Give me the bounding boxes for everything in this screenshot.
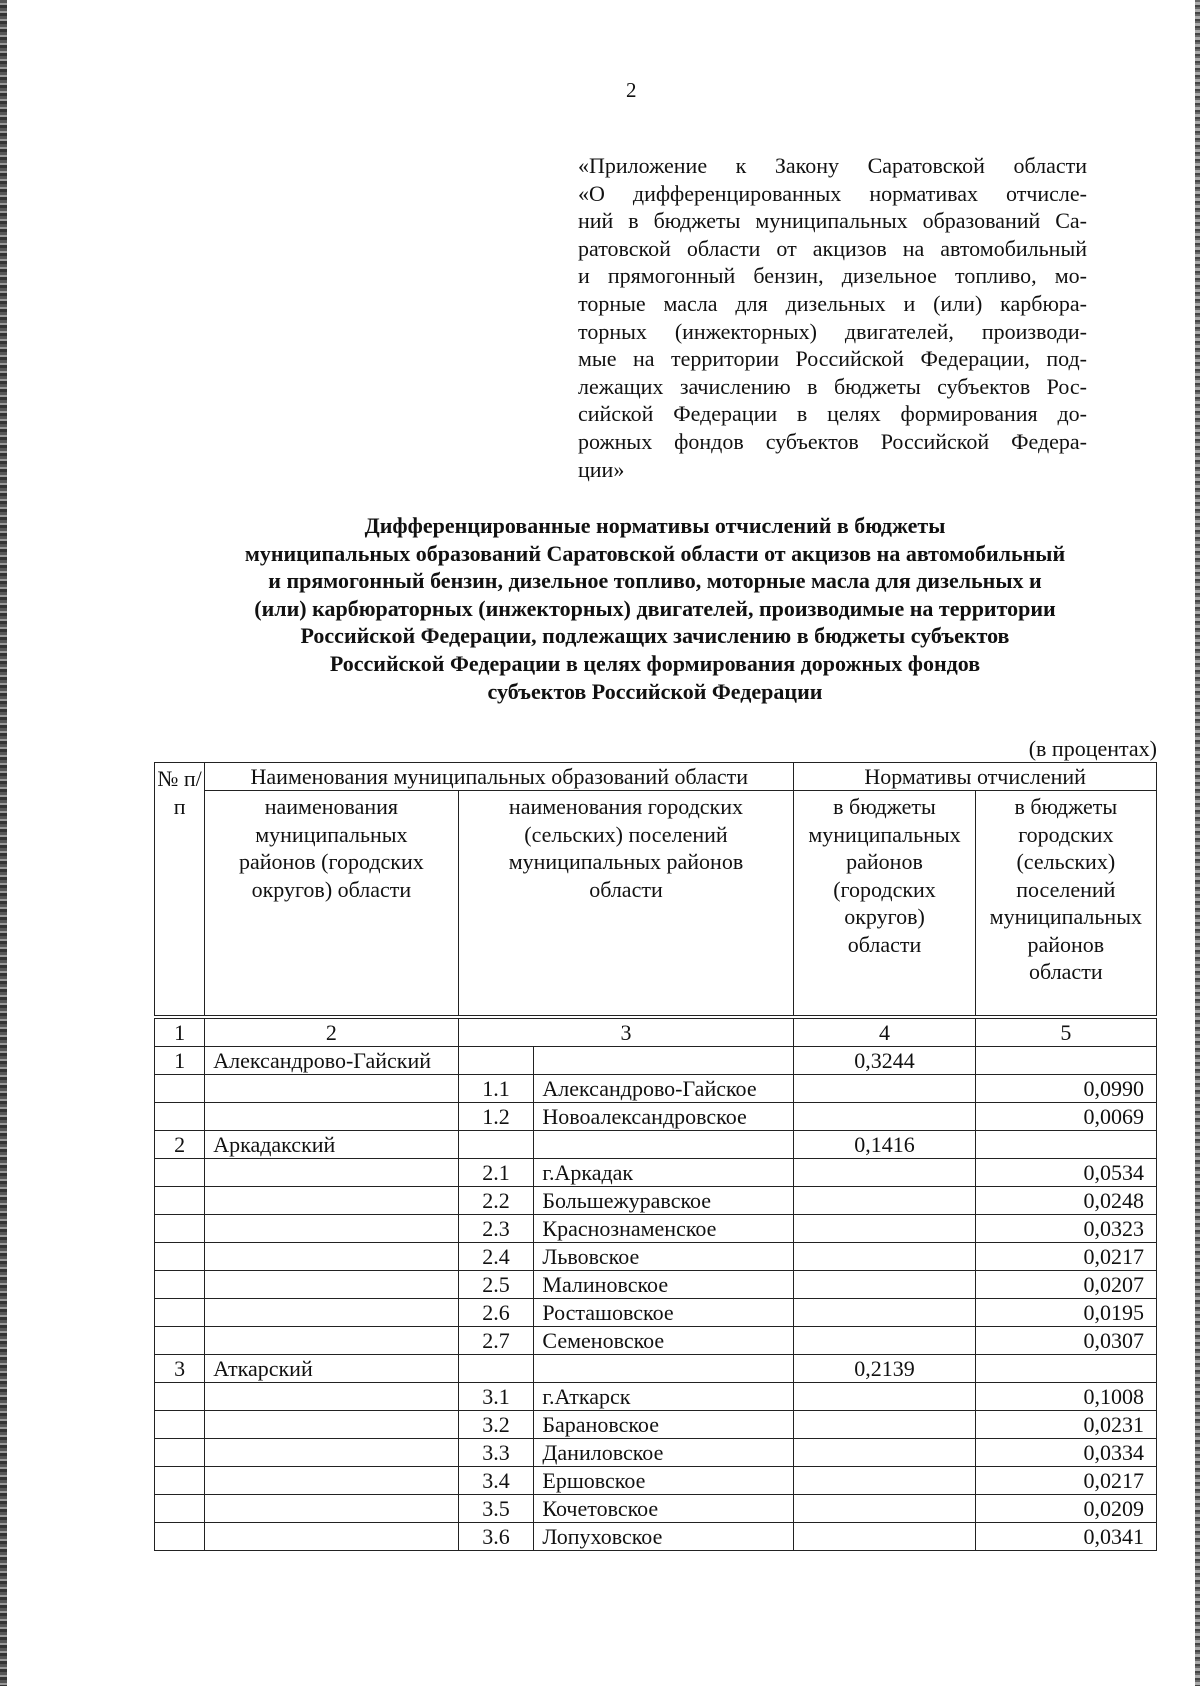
appendix-line: сийской Федерации в целях формирования до- — [578, 401, 1087, 427]
district-norm — [794, 1439, 975, 1467]
appendix-line: «О дифференцированных нормативах отчисле- — [578, 180, 1087, 206]
settlement-norm: 0,0207 — [975, 1271, 1156, 1299]
row-number — [155, 1159, 205, 1187]
district-norm: 0,1416 — [794, 1131, 975, 1159]
district-norm — [794, 1467, 975, 1495]
district-norm — [794, 1243, 975, 1271]
table-row — [155, 1103, 1157, 1131]
district-norm — [794, 1271, 975, 1299]
title-line: субъектов Российской Федерации — [487, 678, 823, 704]
row-number — [155, 1299, 205, 1327]
table-row — [155, 1299, 1157, 1327]
district-norm — [794, 1159, 975, 1187]
row-number — [155, 1075, 205, 1103]
settlement-code: 3.6 — [458, 1523, 534, 1551]
header-row-1 — [155, 763, 1157, 791]
appendix-line: лежащих зачислению в бюджеты субъектов Рос- — [578, 373, 1087, 399]
table-row — [155, 1187, 1157, 1215]
table-row — [155, 1355, 1157, 1383]
settlement-name — [534, 1047, 794, 1075]
settlement-norm: 0,0217 — [975, 1243, 1156, 1271]
row-number — [155, 1523, 205, 1551]
district-name — [205, 1243, 458, 1271]
settlement-norm: 0,0341 — [975, 1523, 1156, 1551]
district-norm: 0,2139 — [794, 1355, 975, 1383]
settlement-code: 3.1 — [458, 1383, 534, 1411]
settlement-name — [534, 1131, 794, 1159]
settlement-code: 2.2 — [458, 1187, 534, 1215]
settlement-name: Малиновское — [534, 1271, 794, 1299]
page-number: 2 — [626, 78, 637, 102]
settlement-code: 3.2 — [458, 1411, 534, 1439]
settlement-name: Лопуховское — [534, 1523, 794, 1551]
district-name — [205, 1271, 458, 1299]
appendix-reference — [578, 152, 1087, 483]
document-title — [150, 512, 1160, 705]
settlement-code: 3.5 — [458, 1495, 534, 1523]
row-number: 2 — [155, 1131, 205, 1159]
district-name — [205, 1523, 458, 1551]
district-name: Аткарский — [205, 1355, 458, 1383]
settlement-code: 3.4 — [458, 1467, 534, 1495]
settlement-code: 1.2 — [458, 1103, 534, 1131]
district-name — [205, 1215, 458, 1243]
district-norm — [794, 1187, 975, 1215]
settlement-code — [458, 1355, 534, 1383]
row-number — [155, 1271, 205, 1299]
district-name — [205, 1439, 458, 1467]
appendix-line: мые на территории Российской Федерации, под- — [578, 346, 1087, 372]
settlement-name — [534, 1355, 794, 1383]
table-row — [155, 1243, 1157, 1271]
row-number — [155, 1467, 205, 1495]
scan-edge-right — [1195, 0, 1200, 1686]
district-name: Александрово-Гайский — [205, 1047, 458, 1075]
settlement-name: Ершовское — [534, 1467, 794, 1495]
unit-label: (в процентах) — [1028, 736, 1157, 761]
settlement-name: Александрово-Гайское — [534, 1075, 794, 1103]
district-norm — [794, 1075, 975, 1103]
column-numbers-row — [155, 1017, 1157, 1047]
table-row — [155, 1159, 1157, 1187]
settlement-name: Росташовское — [534, 1299, 794, 1327]
table-row — [155, 1523, 1157, 1551]
settlement-name: Новоалександровское — [534, 1103, 794, 1131]
settlement-name: Семеновское — [534, 1327, 794, 1355]
settlement-norm: 0,0334 — [975, 1439, 1156, 1467]
row-number — [155, 1187, 205, 1215]
table-row — [155, 1047, 1157, 1075]
district-norm — [794, 1523, 975, 1551]
row-number — [155, 1103, 205, 1131]
settlement-norm: 0,0217 — [975, 1467, 1156, 1495]
title-line: и прямогонный бензин, дизельное топливо, моторные масла для дизельных и — [268, 568, 1042, 594]
settlement-norm: 0,0069 — [975, 1103, 1156, 1131]
appendix-line: ции» — [578, 456, 625, 482]
district-norm — [794, 1103, 975, 1131]
table-row — [155, 1327, 1157, 1355]
header-row-2 — [155, 791, 1157, 1018]
settlement-name: Барановское — [534, 1411, 794, 1439]
table-row — [155, 1271, 1157, 1299]
scan-edge-left — [0, 0, 7, 1686]
appendix-line: ратовской области от акцизов на автомобильный — [578, 235, 1087, 261]
district-name — [205, 1299, 458, 1327]
settlement-norm — [975, 1131, 1156, 1159]
settlement-name: Даниловское — [534, 1439, 794, 1467]
col-number: 5 — [975, 1017, 1156, 1047]
settlement-name: Краснознаменское — [534, 1215, 794, 1243]
title-line: муниципальных образований Саратовской области от акцизов на автомобильный — [244, 540, 1066, 566]
settlement-name: г.Аткарск — [534, 1383, 794, 1411]
header-budget-districts: в бюджеты муниципальных районов (городских округов) области — [794, 791, 975, 1018]
row-number — [155, 1327, 205, 1355]
table-row — [155, 1215, 1157, 1243]
settlement-norm: 0,0307 — [975, 1327, 1156, 1355]
settlement-name: г.Аркадак — [534, 1159, 794, 1187]
table-row — [155, 1075, 1157, 1103]
table-row — [155, 1467, 1157, 1495]
title-line: Российской Федерации в целях формирования дорожных фондов — [329, 650, 981, 676]
settlement-norm — [975, 1047, 1156, 1075]
settlement-norm: 0,0990 — [975, 1075, 1156, 1103]
col-number: 1 — [155, 1017, 205, 1047]
appendix-line: торных (инжекторных) двигателей, производи- — [578, 318, 1087, 344]
settlement-norm — [975, 1355, 1156, 1383]
header-budget-settlements: в бюджеты городских (сельских) поселений муниципальных районов области — [975, 791, 1156, 1018]
district-name — [205, 1075, 458, 1103]
district-name — [205, 1187, 458, 1215]
district-name — [205, 1103, 458, 1131]
header-norms: Нормативы отчислений — [794, 763, 1157, 791]
district-norm — [794, 1383, 975, 1411]
appendix-line: рожных фондов субъектов Российской Федера- — [578, 428, 1087, 454]
row-number — [155, 1383, 205, 1411]
district-norm — [794, 1495, 975, 1523]
settlement-norm: 0,0323 — [975, 1215, 1156, 1243]
table-row — [155, 1383, 1157, 1411]
district-norm: 0,3244 — [794, 1047, 975, 1075]
settlement-name: Львовское — [534, 1243, 794, 1271]
col-number: 4 — [794, 1017, 975, 1047]
header-num: № п/п — [155, 763, 205, 1018]
district-norm — [794, 1327, 975, 1355]
settlement-norm: 0,0231 — [975, 1411, 1156, 1439]
title-line: Российской Федерации, подлежащих зачислению в бюджеты субъектов — [300, 623, 1010, 649]
settlement-norm: 0,0248 — [975, 1187, 1156, 1215]
district-norm — [794, 1299, 975, 1327]
col-number: 3 — [458, 1017, 794, 1047]
district-name — [205, 1383, 458, 1411]
title-line: Дифференцированные нормативы отчислений в бюджеты — [364, 513, 946, 538]
row-number — [155, 1495, 205, 1523]
row-number: 1 — [155, 1047, 205, 1075]
row-number: 3 — [155, 1355, 205, 1383]
row-number — [155, 1439, 205, 1467]
district-name — [205, 1467, 458, 1495]
district-name — [205, 1159, 458, 1187]
appendix-line: ний в бюджеты муниципальных образований Са- — [578, 208, 1087, 234]
appendix-line: торные масла для дизельных и (или) карбюра- — [578, 290, 1087, 316]
settlement-code: 3.3 — [458, 1439, 534, 1467]
table-row — [155, 1495, 1157, 1523]
table-row — [155, 1411, 1157, 1439]
settlement-code: 2.1 — [458, 1159, 534, 1187]
col-number: 2 — [205, 1017, 458, 1047]
settlement-code — [458, 1131, 534, 1159]
district-norm — [794, 1411, 975, 1439]
settlement-code: 2.4 — [458, 1243, 534, 1271]
settlement-name: Большежуравское — [534, 1187, 794, 1215]
settlement-code: 2.6 — [458, 1299, 534, 1327]
table-row — [155, 1131, 1157, 1159]
row-number — [155, 1215, 205, 1243]
settlement-code: 1.1 — [458, 1075, 534, 1103]
settlement-norm: 0,0534 — [975, 1159, 1156, 1187]
row-number — [155, 1411, 205, 1439]
header-settlements: наименования городских (сельских) поселений муниципальных районов области — [458, 791, 794, 1018]
header-names: Наименования муниципальных образований области — [205, 763, 794, 791]
row-number — [155, 1243, 205, 1271]
settlement-code: 2.3 — [458, 1215, 534, 1243]
appendix-line: и прямогонный бензин, дизельное топливо, мо- — [578, 263, 1087, 289]
appendix-line: «Приложение к Закону Саратовской области — [578, 153, 1087, 178]
header-districts: наименования муниципальных районов (городских округов) области — [205, 791, 458, 1018]
district-norm — [794, 1215, 975, 1243]
settlement-norm: 0,0209 — [975, 1495, 1156, 1523]
table-row — [155, 1439, 1157, 1467]
settlement-norm: 0,1008 — [975, 1383, 1156, 1411]
settlement-code: 2.7 — [458, 1327, 534, 1355]
settlement-code: 2.5 — [458, 1271, 534, 1299]
norms-table — [154, 762, 1157, 1551]
district-name — [205, 1495, 458, 1523]
settlement-code — [458, 1047, 534, 1075]
district-name — [205, 1411, 458, 1439]
settlement-norm: 0,0195 — [975, 1299, 1156, 1327]
title-line: (или) карбюраторных (инжекторных) двигателей, производимые на территории — [254, 595, 1056, 621]
district-name — [205, 1327, 458, 1355]
settlement-name: Кочетовское — [534, 1495, 794, 1523]
district-name: Аркадакский — [205, 1131, 458, 1159]
